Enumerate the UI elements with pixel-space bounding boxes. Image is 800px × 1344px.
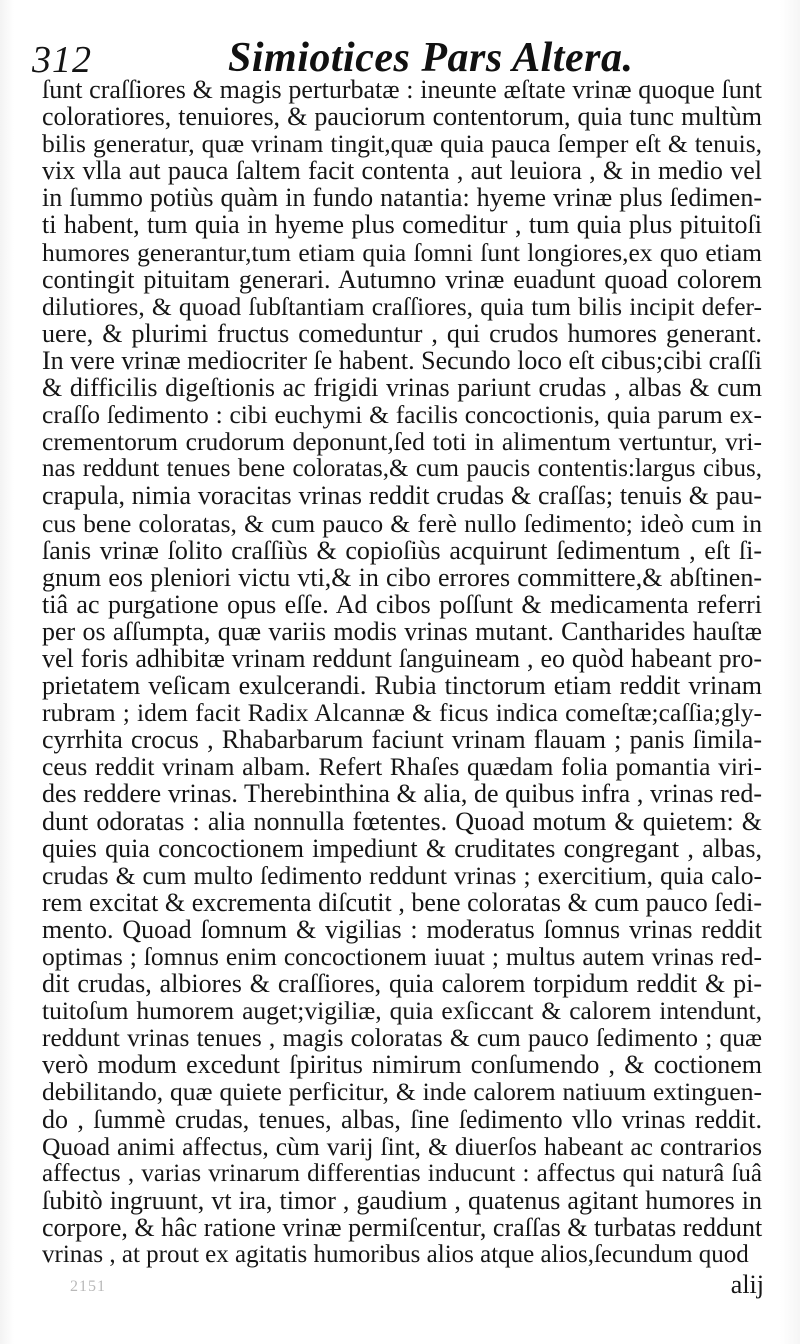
text-line: vix vlla aut pauca ſaltem facit contenta , aut leuiora , & in medio vel	[42, 156, 762, 186]
text-line: uere, & plurimi fructus comeduntur , qui crudos humores generant.	[42, 318, 762, 348]
text-line: vel foris adhibitæ vrinam reddunt ſanguineam , eo quòd habeant pro-	[42, 643, 762, 673]
text-line: vrinas , at prout ex agitatis humoribus alios atque alios,ſecundum quod	[42, 1241, 749, 1269]
text-line: nas reddunt tenues bene coloratas,& cum paucis contentis:largus cibus,	[42, 455, 762, 483]
text-line: craſſo ſedimento : cibi euchymi & facilis concoctionis, quia parum ex-	[42, 400, 762, 430]
text-line: per os aſſumpta, quæ variis modis vrinas mutant. Cantharides hauſtæ	[42, 616, 762, 646]
text-line: debilitando, quæ quiete perficitur, & inde calorem natiuum extinguen-	[42, 1077, 762, 1107]
library-stamp: 2151	[70, 1278, 106, 1295]
text-line: In vere vrinæ mediocriter ſe habent. Secundo loco eſt cibus;cibi craſſi	[42, 345, 762, 375]
text-line: cus bene coloratas, & cum pauco & ferè nullo ſedimento; ideò cum in	[42, 508, 762, 538]
text-line: crapula, nimia voracitas vrinas reddit crudas & craſſas; tenuis & pau-	[42, 481, 762, 511]
text-line: mento. Quoad ſomnum & vigilias : moderatus ſomnus vrinas reddit	[42, 914, 762, 944]
text-line: cyrrhita crocus , Rhabarbarum faciunt vrinam flauam ; panis ſimila-	[42, 725, 762, 755]
text-line: tiâ ac purgatione opus eſſe. Ad cibos poſſunt & medicamenta referri	[42, 589, 762, 619]
catchword: alij	[730, 1270, 764, 1299]
text-line: dilutiores, & quoad ſubſtantiam craſſiores, quia tum bilis incipit defer-	[42, 291, 762, 321]
text-line: des reddere vrinas. Therebinthina & alia, de quibus infra , vrinas red-	[42, 779, 762, 809]
text-line: ceus reddit vrinam albam. Refert Rhaſes quædam folia pomantia viri-	[42, 752, 762, 782]
text-line: crudas & cum multo ſedimento reddunt vrinas ; exercitium, quia calo-	[42, 860, 762, 890]
text-line: humores generantur,tum etiam quia ſomni ſunt longiores,ex quo etiam	[42, 237, 762, 267]
text-line: bilis generatur, quæ vrinam tingit,quæ quia pauca ſemper eſt & tenuis,	[42, 129, 762, 159]
text-line: reddunt vrinas tenues , magis coloratas & cum pauco ſedimento ; quæ	[42, 1023, 762, 1053]
text-line: dit crudas, albiores & craſſiores, quia calorem torpidum reddit & pi-	[42, 969, 762, 999]
text-line: rem excitat & excrementa diſcutit , bene coloratas & cum pauco ſedi-	[42, 887, 762, 917]
text-line: coloratiores, tenuiores, & pauciorum contentorum, quia tunc multùm	[42, 102, 762, 132]
text-line: quies quia concoctionem impediunt & cruditates congregant , albas,	[42, 833, 762, 863]
text-line: ſubitò ingruunt, vt ira, timor , gaudium , quatenus agitant humores in	[42, 1185, 762, 1215]
text-line: & difficilis digeſtionis ac frigidi vrinas pariunt crudas , albas & cum	[42, 373, 762, 403]
text-line: ſunt craſſiores & magis perturbatæ : ineunte æſtate vrinæ quoque ſunt	[42, 75, 762, 104]
body-text	[42, 76, 762, 1268]
text-line: Quoad animi affectus, cùm varij ſint, & diuerſos habeant ac contrarios	[42, 1131, 762, 1161]
text-line: gnum eos pleniori victu vti,& in cibo errores committere,& abſtinen-	[42, 562, 762, 592]
text-line: ti habent, tum quia in hyeme plus comeditur , tum quia plus pituitoſi	[42, 210, 762, 240]
text-line: tuitoſum humorem auget;vigiliæ, quia exſiccant & calorem intendunt,	[42, 996, 762, 1026]
running-title: Simiotices Pars Altera.	[228, 35, 634, 81]
text-line: in ſummo potiùs quàm in fundo natantia: hyeme vrinæ plus ſedimen-	[42, 183, 762, 213]
text-line: rubram ; idem facit Radix Alcannæ & ficus indica comeſtæ;caſſia;gly-	[42, 698, 762, 728]
text-line: verò modum excedunt ſpiritus nimirum conſumendo , & coctionem	[42, 1050, 762, 1080]
text-line: prietatem veſicam exulcerandi. Rubia tinctorum etiam reddit vrinam	[42, 671, 762, 701]
text-line: ſanis vrinæ ſolito craſſiùs & copioſiùs acquirunt ſedimentum , eſt ſi-	[42, 535, 762, 565]
page-number: 312	[32, 39, 92, 81]
text-line: corpore, & hâc ratione vrinæ permiſcentur, craſſas & turbatas reddunt	[42, 1212, 763, 1242]
text-line: contingit pituitam generari. Autumno vrinæ euadunt quoad colorem	[42, 264, 762, 294]
text-line: crementorum crudorum deponunt,ſed toti in alimentum vertuntur, vri-	[42, 427, 762, 457]
text-line: do , ſummè crudas, tenues, albas, ſine ſedimento vllo vrinas reddit.	[42, 1104, 762, 1134]
text-line: affectus , varias vrinarum differentias inducunt : affectus qui naturâ ſuâ	[42, 1159, 762, 1187]
text-line: dunt odoratas : alia nonnulla fœtentes. Quoad motum & quietem: &	[42, 806, 762, 836]
text-line: optimas ; ſomnus enim concoctionem iuuat ; multus autem vrinas red-	[42, 942, 762, 971]
